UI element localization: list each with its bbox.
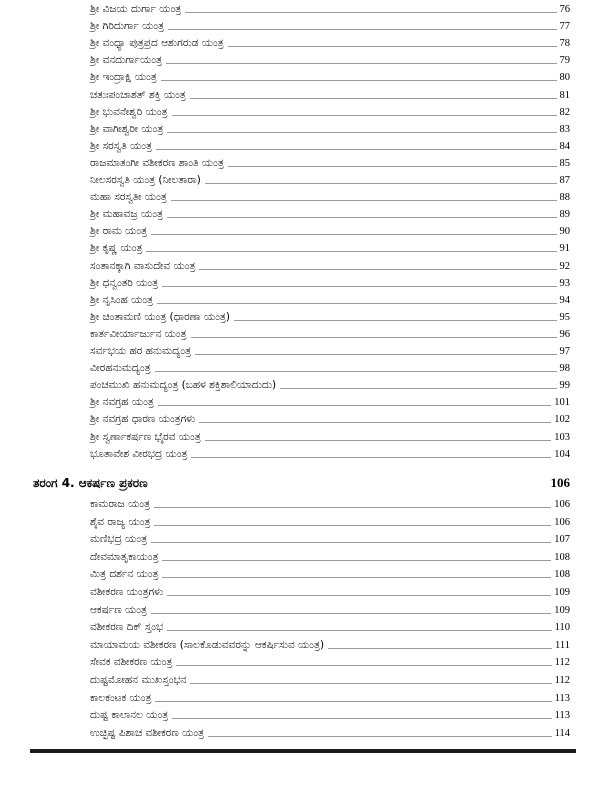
toc-entry-page: 99 — [557, 377, 571, 394]
leader-line — [92, 701, 570, 702]
toc-entry — [0, 377, 600, 394]
toc-entry-title: ಸರ್ವಭಯ ಹರ ಹನುಮದ್ಯಂತ್ರ — [90, 343, 195, 360]
toc-entry — [0, 725, 600, 742]
toc-entry — [0, 258, 600, 275]
toc-entry-page: 89 — [557, 206, 571, 223]
leader-line — [92, 251, 570, 252]
toc-entry-title: ಶ್ರೀ ವಿಜಯ ದುರ್ಗಾ ಯಂತ್ರ — [90, 1, 185, 18]
toc-entry-title: ಶ್ರೀ ಸರಸ್ವತಿ ಯಂತ್ರ — [90, 138, 156, 155]
toc-entry-page: 82 — [557, 104, 571, 121]
toc-entry-page: 90 — [557, 223, 571, 240]
toc-entry-title: ಶ್ರೀ ನವಗ್ರಹ ಯಂತ್ರ — [90, 394, 158, 411]
toc-entry — [0, 343, 600, 360]
toc-entry — [0, 531, 600, 548]
toc-entry — [0, 394, 600, 411]
toc-entry-title: ಚತುಃಪಂಚಾಶತ್ ಶಕ್ತಿ ಯಂತ್ರ — [90, 87, 190, 104]
toc-entry-page: 104 — [551, 446, 570, 463]
leader-line — [92, 405, 570, 406]
toc-entry-title: ಕಾಮರಾಜ ಯಂತ್ರ — [90, 496, 154, 513]
toc-entry-page: 102 — [551, 411, 570, 428]
toc-entry-page: 85 — [557, 155, 571, 172]
toc-entry-page: 108 — [551, 549, 570, 566]
toc-entry-title: ಶ್ರೀ ಧನ್ವಂತರಿ ಯಂತ್ರ — [90, 275, 162, 292]
toc-entry-title: ಕಾರ್ತವೀರ್ಯಾರ್ಜುನ ಯಂತ್ರ — [90, 326, 191, 343]
toc-entry — [0, 35, 600, 52]
toc-entry-page: 107 — [551, 531, 570, 548]
toc-entry-page: 88 — [557, 189, 571, 206]
toc-entry-page: 98 — [557, 360, 571, 377]
toc-entry-title: ಮಹಾ ಸರಸ್ವತೀ ಯಂತ್ರ — [90, 189, 171, 206]
toc-entry — [0, 672, 600, 689]
toc-entry-title: ವೀರಹನುಮದ್ಯಂತ್ರ — [90, 360, 155, 377]
toc-entry — [0, 121, 600, 138]
toc-entry-page: 95 — [557, 309, 571, 326]
toc-entry — [0, 52, 600, 69]
toc-entry — [0, 690, 600, 707]
toc-entry — [0, 411, 600, 428]
toc-entry — [0, 1, 600, 18]
toc-entry-page: 113 — [552, 690, 570, 707]
toc-entry-title: ಮಣಿಭದ್ರ ಯಂತ್ರ — [90, 531, 151, 548]
toc-entry-page: 109 — [551, 602, 570, 619]
leader-line — [92, 577, 570, 578]
toc-entry — [0, 240, 600, 257]
leader-line — [92, 613, 570, 614]
chapter-page-number: 106 — [550, 475, 570, 490]
toc-entry-page: 80 — [557, 69, 571, 86]
bottom-rule — [30, 749, 576, 753]
toc-entry-page: 87 — [557, 172, 571, 189]
leader-line — [92, 80, 570, 81]
toc-entry-title: ಶ್ರೀ ಮಹಾವಜ್ರ ಯಂತ್ರ — [90, 206, 167, 223]
toc-entry-page: 76 — [557, 1, 571, 18]
toc-entry-title: ಶ್ರೀ ರಾಮ ಯಂತ್ರ — [90, 223, 151, 240]
toc-entry-title: ದೇವಮಾತೃಕಾಯಂತ್ರ — [90, 549, 162, 566]
toc-entry-title: ಪಂಚಮುಖಿ ಹನುಮದ್ಯಂತ್ರ (ಬಹಳ ಶಕ್ತಿಶಾಲಿಯಾದುದು) — [90, 377, 280, 394]
leader-line — [92, 303, 570, 304]
toc-entry — [0, 138, 600, 155]
leader-line — [92, 149, 570, 150]
toc-entry — [0, 496, 600, 513]
toc-entry-page: 91 — [557, 240, 571, 257]
toc-entry-title: ಶ್ರೀ ಭುವನೇಶ್ವರಿ ಯಂತ್ರ — [90, 104, 172, 121]
toc-entry-title: ಶ್ರೀ ಇಂದ್ರಾಕ್ಷಿ ಯಂತ್ರ — [90, 69, 161, 86]
toc-entry-title: ವಶೀಕರಣ ದಿಕ್ ಸ್ತಂಭ — [90, 619, 167, 636]
toc-entry-page: 84 — [557, 138, 571, 155]
toc-entry-page: 106 — [551, 496, 570, 513]
toc-entry — [0, 104, 600, 121]
toc-entry-title: ಕಾಲಕಂಟಕ ಯಂತ್ರ — [90, 690, 155, 707]
toc-entry-title: ಶ್ರೀ ಕೃಷ್ಣ ಯಂತ್ರ — [90, 240, 146, 257]
toc-entry-title: ಶ್ರೀ ಸ್ವರ್ಣಾಕರ್ಷಣ ಭೈರವ ಯಂತ್ರ — [90, 429, 205, 446]
toc-entry — [0, 69, 600, 86]
toc-entry-title: ಮಿತ್ರ ದರ್ಶನ ಯಂತ್ರ — [90, 566, 162, 583]
toc-entry — [0, 654, 600, 671]
toc-entry — [0, 275, 600, 292]
toc-entry — [0, 566, 600, 583]
toc-entry-page: 101 — [551, 394, 570, 411]
toc-entry-title: ವಶೀಕರಣ ಯಂತ್ರಗಳು — [90, 584, 167, 601]
toc-entry-page: 78 — [557, 35, 571, 52]
toc-entry — [0, 206, 600, 223]
leader-line — [92, 507, 570, 508]
toc-entry — [0, 446, 600, 463]
toc-entry-page: 79 — [557, 52, 571, 69]
toc-entry-title: ಶೈವ ರಾಜ್ಯ ಯಂತ್ರ — [90, 514, 154, 531]
toc-entry-page: 93 — [557, 275, 571, 292]
toc-entry — [0, 602, 600, 619]
toc-entry — [0, 619, 600, 636]
toc-entry — [0, 584, 600, 601]
toc-entry-page: 113 — [552, 707, 570, 724]
toc-entry — [0, 18, 600, 35]
toc-entry-title: ಶ್ರೀ ವನದುರ್ಗಾಯಂತ್ರ — [90, 52, 166, 69]
toc-entry-page: 77 — [557, 18, 571, 35]
toc-entry — [0, 429, 600, 446]
leader-line — [92, 560, 570, 561]
toc-entry-page: 83 — [557, 121, 571, 138]
toc-entry-title: ಶ್ರೀ ಚಿಂತಾಮಣಿ ಯಂತ್ರ (ಧಾರಣಾ ಯಂತ್ರ) — [90, 309, 234, 326]
leader-line — [92, 286, 570, 287]
leader-line — [92, 525, 570, 526]
leader-line — [92, 542, 570, 543]
toc-entry-title: ಉಚ್ಛಿಷ್ಟ ಪಿಶಾಚ ವಶೀಕರಣ ಯಂತ್ರ — [90, 725, 208, 742]
toc-entry — [0, 87, 600, 104]
toc-entry-page: 109 — [551, 584, 570, 601]
toc-entry-title: ನೀಲಸರಸ್ವತಿ ಯಂತ್ರ (ನೀಲತಾರಾ) — [90, 172, 205, 189]
toc-entry-page: 81 — [557, 87, 571, 104]
toc-entry-title: ಶ್ರೀ ನವಗ್ರಹ ಧಾರಣ ಯಂತ್ರಗಳು — [90, 411, 199, 428]
toc-entry — [0, 172, 600, 189]
chapter-title: ತರಂಗ 4. ಆಕರ್ಷಣ ಪ್ರಕರಣ — [33, 476, 148, 490]
toc-entry — [0, 514, 600, 531]
leader-line — [92, 371, 570, 372]
toc-entry-title: ರಾಜಮಾತಂಗೀ ವಶೀಕರಣ ಶಾಂತಿ ಯಂತ್ರ — [90, 155, 228, 172]
toc-entry-title: ಸಂತಾನಕ್ಕಾಗಿ ವಾಸುದೇವ ಯಂತ್ರ — [90, 258, 199, 275]
toc-entry-page: 111 — [552, 637, 570, 654]
toc-entry-page: 92 — [557, 258, 571, 275]
toc-entry — [0, 155, 600, 172]
toc-entry-title: ಶ್ರೀ ವಾಗೀಶ್ವರೀ ಯಂತ್ರ — [90, 121, 167, 138]
toc-entry-page: 97 — [557, 343, 571, 360]
toc-entry — [0, 326, 600, 343]
toc-entry — [0, 309, 600, 326]
toc-entry-title: ಮಾಯಾಮಯ ವಶೀಕರಣ (ಸಾಲಕೊಡುವವರನ್ನು ಆಕರ್ಷಿಸುವ ಯಂತ್ರ) — [90, 637, 328, 654]
toc-entry-page: 96 — [557, 326, 571, 343]
toc-entry-title: ದುಷ್ಟ ಕಾಲಾನಲ ಯಂತ್ರ — [90, 707, 172, 724]
toc-entry-title: ದುಷ್ಟಮೋಹನ ಮುಖಸ್ತಂಭನ — [90, 672, 190, 689]
toc-entry-page: 112 — [552, 672, 570, 689]
toc-entry — [0, 223, 600, 240]
toc-entry-title: ಶ್ರೀ ವಂಧ್ಯಾ ಪುತ್ರಪ್ರದ ಆಶುಗರುಡ ಯಂತ್ರ — [90, 35, 228, 52]
toc-entry — [0, 360, 600, 377]
chapter-heading — [0, 473, 600, 493]
toc-entry — [0, 549, 600, 566]
toc-entry-page: 114 — [552, 725, 570, 742]
toc-entry-title: ಆಕರ್ಷಣ ಯಂತ್ರ — [90, 602, 151, 619]
toc-entry — [0, 292, 600, 309]
toc-entry — [0, 189, 600, 206]
leader-line — [92, 234, 570, 235]
toc-entry-page: 110 — [552, 619, 570, 636]
toc-entry-title: ಶ್ರೀ ನೃಸಿಂಹ ಯಂತ್ರ — [90, 292, 157, 309]
toc-entry-page: 112 — [552, 654, 570, 671]
toc-entry-page: 94 — [557, 292, 571, 309]
toc-entry — [0, 707, 600, 724]
toc-entry-page: 106 — [551, 514, 570, 531]
toc-entry-page: 108 — [551, 566, 570, 583]
toc-entry-page: 103 — [551, 429, 570, 446]
toc-entry — [0, 637, 600, 654]
toc-entry-title: ಭೂತಾವೇಶ ವೀರಭದ್ರ ಯಂತ್ರ — [90, 446, 191, 463]
toc-entry-title: ಶ್ರೀ ಗಿರಿದುರ್ಗಾ ಯಂತ್ರ — [90, 18, 168, 35]
toc-entry-title: ಸೇವಕ ವಶೀಕರಣ ಯಂತ್ರ — [90, 654, 176, 671]
